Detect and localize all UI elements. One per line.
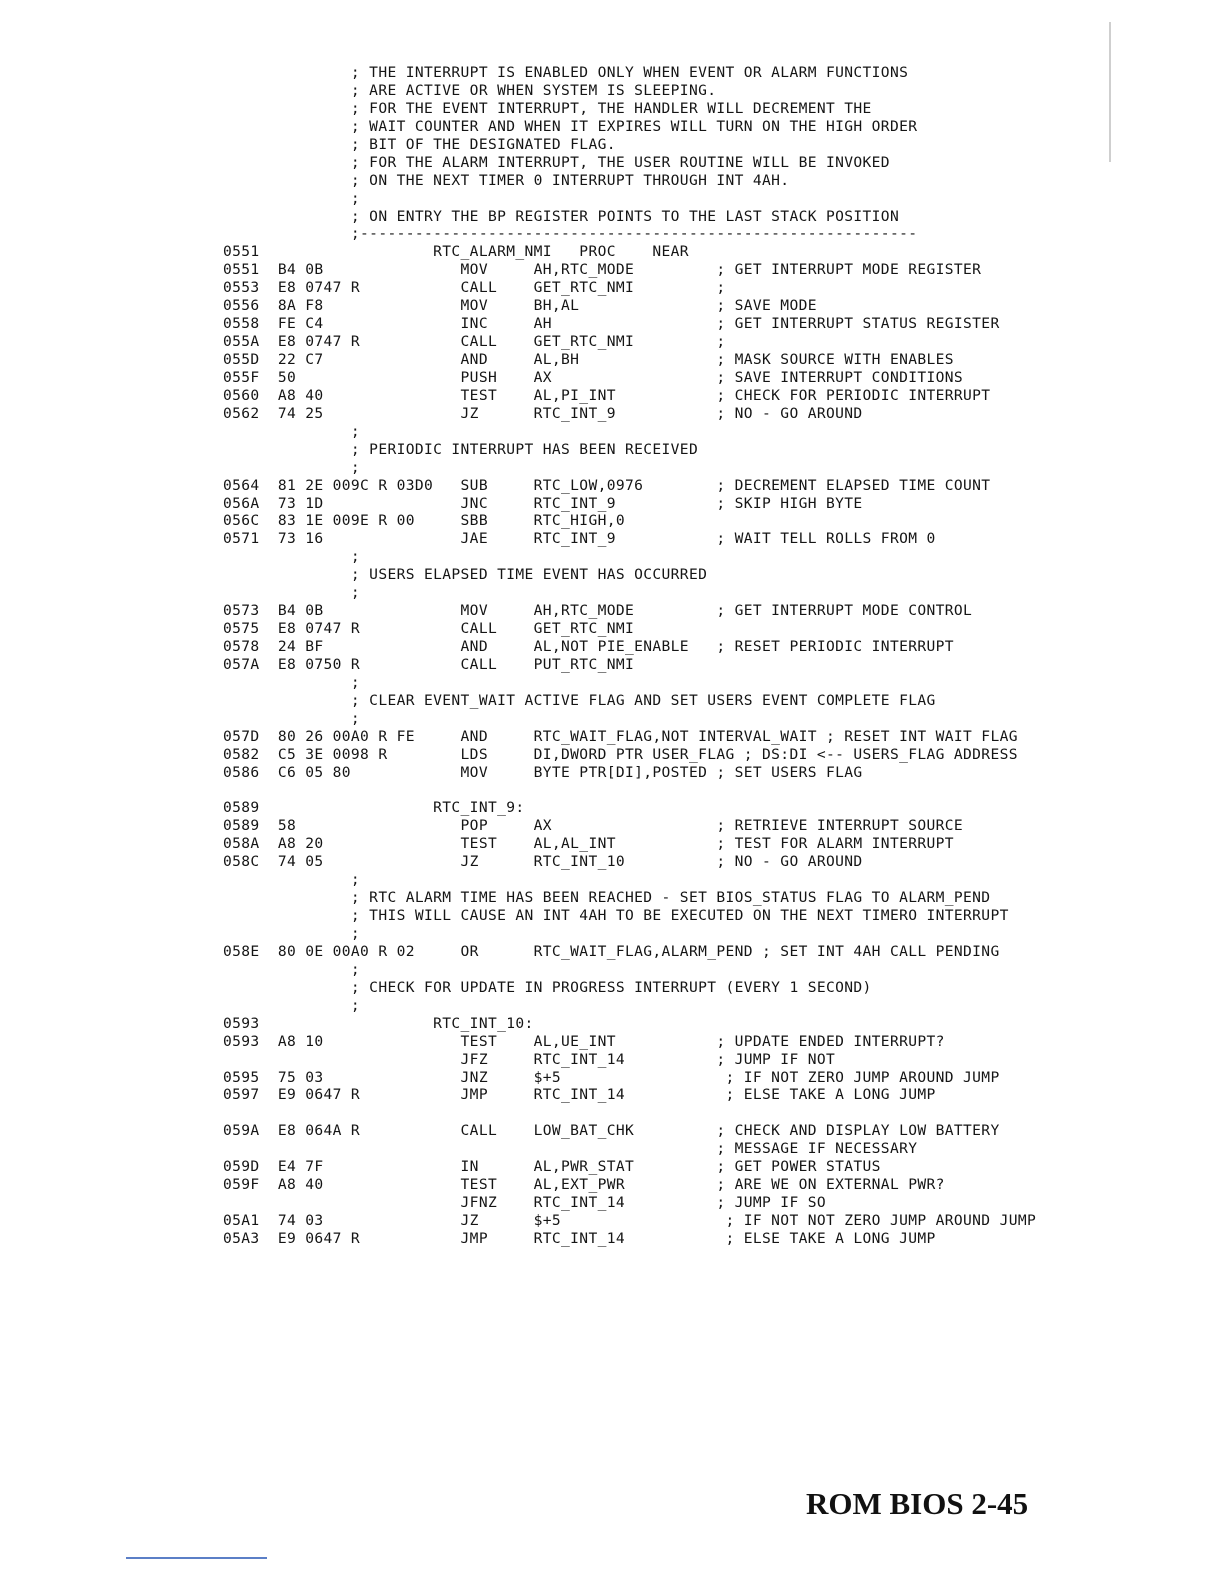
listing-line: ; MESSAGE IF NECESSARY bbox=[223, 1140, 918, 1158]
listing-line: ; CLEAR EVENT_WAIT ACTIVE FLAG AND SET USERS EVENT COMPLETE FLAG bbox=[223, 691, 936, 709]
listing-line: ; bbox=[223, 871, 361, 889]
listing-line: 0560 A8 40 TEST AL,PI_INT ; CHECK FOR PERIODIC INTERRUPT bbox=[223, 386, 991, 404]
listing-line: 0593 RTC_INT_10: bbox=[223, 1014, 534, 1032]
listing-line: 0589 RTC_INT_9: bbox=[223, 799, 525, 817]
listing-line: ; THE INTERRUPT IS ENABLED ONLY WHEN EVENT OR ALARM FUNCTIONS bbox=[223, 64, 909, 81]
listing-line: 0556 8A F8 MOV BH,AL ; SAVE MODE bbox=[223, 297, 817, 315]
listing-line: 0562 74 25 JZ RTC_INT_9 ; NO - GO AROUND bbox=[223, 404, 863, 422]
listing-line: ; bbox=[223, 458, 361, 476]
listing-line: 057D 80 26 00A0 R FE AND RTC_WAIT_FLAG,NOT INTERVAL_WAIT ; RESET INT WAIT FLAG bbox=[223, 727, 1018, 745]
listing-line: 0564 81 2E 009C R 03D0 SUB RTC_LOW,0976 ; DECREMENT ELAPSED TIME COUNT bbox=[223, 476, 991, 494]
listing-line: 0595 75 03 JNZ $+5 ; IF NOT ZERO JUMP AROUND JUMP bbox=[223, 1068, 1000, 1086]
listing-line: 0586 C6 05 80 MOV BYTE PTR[DI],POSTED ; SET USERS FLAG bbox=[223, 763, 863, 781]
listing-line: ;------------------------------------------------------------- bbox=[223, 225, 918, 243]
listing-line: 0553 E8 0747 R CALL GET_RTC_NMI ; bbox=[223, 279, 726, 297]
listing-line: 055F 50 PUSH AX ; SAVE INTERRUPT CONDITIONS bbox=[223, 368, 964, 386]
listing-line: ; USERS ELAPSED TIME EVENT HAS OCCURRED bbox=[223, 566, 708, 584]
listing-line: ; PERIODIC INTERRUPT HAS BEEN RECEIVED bbox=[223, 440, 699, 458]
listing-line: ; bbox=[223, 189, 361, 207]
listing-line: 0575 E8 0747 R CALL GET_RTC_NMI bbox=[223, 620, 635, 638]
listing-line: 058C 74 05 JZ RTC_INT_10 ; NO - GO AROUND bbox=[223, 853, 863, 871]
page-footer-label: ROM BIOS 2-45 bbox=[806, 1486, 1029, 1521]
listing-line bbox=[223, 782, 1053, 800]
listing-line: 055A E8 0747 R CALL GET_RTC_NMI ; bbox=[223, 333, 726, 351]
listing-line: ; ON THE NEXT TIMER 0 INTERRUPT THROUGH INT 4AH. bbox=[223, 171, 790, 189]
listing-line: 0573 B4 0B MOV AH,RTC_MODE ; GET INTERRUPT MODE CONTROL bbox=[223, 602, 973, 620]
listing-line: ; BIT OF THE DESIGNATED FLAG. bbox=[223, 135, 616, 153]
listing-line: ; bbox=[223, 673, 361, 691]
listing-line: 058A A8 20 TEST AL,AL_INT ; TEST FOR ALARM INTERRUPT bbox=[223, 835, 954, 853]
scan-edge-mark bbox=[1109, 22, 1111, 162]
listing-line: ; RTC ALARM TIME HAS BEEN REACHED - SET BIOS_STATUS FLAG TO ALARM_PEND bbox=[223, 889, 991, 907]
listing-line: 055D 22 C7 AND AL,BH ; MASK SOURCE WITH ENABLES bbox=[223, 351, 954, 368]
listing-line: 0571 73 16 JAE RTC_INT_9 ; WAIT TELL ROLLS FROM 0 bbox=[223, 530, 936, 548]
bottom-rule bbox=[126, 1557, 267, 1559]
listing-line: ; bbox=[223, 925, 361, 942]
listing-line: ; THIS WILL CAUSE AN INT 4AH TO BE EXECUTED ON THE NEXT TIMERO INTERRUPT bbox=[223, 907, 1009, 925]
listing-line: ; bbox=[223, 709, 361, 727]
listing-line: 0551 B4 0B MOV AH,RTC_MODE ; GET INTERRUPT MODE REGISTER bbox=[223, 261, 982, 279]
listing-line: 0582 C5 3E 0098 R LDS DI,DWORD PTR USER_FLAG ; DS:DI <-- USERS_FLAG ADDRESS bbox=[223, 745, 1018, 763]
listing-line: 056C 83 1E 009E R 00 SBB RTC_HIGH,0 bbox=[223, 512, 625, 530]
listing-line: ; bbox=[223, 548, 361, 566]
listing-line: ; ARE ACTIVE OR WHEN SYSTEM IS SLEEPING. bbox=[223, 81, 717, 99]
listing-line: 058E 80 0E 00A0 R 02 OR RTC_WAIT_FLAG,ALARM_PEND ; SET INT 4AH CALL PENDING bbox=[223, 942, 1000, 960]
listing-line: JFNZ RTC_INT_14 ; JUMP IF SO bbox=[223, 1194, 826, 1212]
listing-line: ; ON ENTRY THE BP REGISTER POINTS TO THE LAST STACK POSITION bbox=[223, 207, 900, 225]
listing-line bbox=[223, 1104, 1053, 1122]
listing-line: ; bbox=[223, 996, 361, 1014]
listing-line: ; bbox=[223, 960, 361, 978]
listing-line: JFZ RTC_INT_14 ; JUMP IF NOT bbox=[223, 1050, 836, 1068]
listing-line: 0578 24 BF AND AL,NOT PIE_ENABLE ; RESET PERIODIC INTERRUPT bbox=[223, 638, 954, 655]
listing-line: ; CHECK FOR UPDATE IN PROGRESS INTERRUPT (EVERY 1 SECOND) bbox=[223, 978, 872, 996]
listing-line: ; FOR THE EVENT INTERRUPT, THE HANDLER WILL DECREMENT THE bbox=[223, 99, 872, 117]
listing-line: ; bbox=[223, 584, 361, 602]
listing-line: ; FOR THE ALARM INTERRUPT, THE USER ROUTINE WILL BE INVOKED bbox=[223, 153, 890, 171]
listing-line: 059D E4 7F IN AL,PWR_STAT ; GET POWER STATUS bbox=[223, 1158, 881, 1176]
assembly-listing bbox=[223, 64, 1053, 1248]
listing-line: 059F A8 40 TEST AL,EXT_PWR ; ARE WE ON EXTERNAL PWR? bbox=[223, 1176, 945, 1194]
listing-line: 059A E8 064A R CALL LOW_BAT_CHK ; CHECK AND DISPLAY LOW BATTERY bbox=[223, 1122, 1000, 1140]
listing-line: 0589 58 POP AX ; RETRIEVE INTERRUPT SOURCE bbox=[223, 817, 964, 835]
listing-line: 05A1 74 03 JZ $+5 ; IF NOT NOT ZERO JUMP AROUND JUMP bbox=[223, 1212, 1037, 1229]
listing-line: 0597 E9 0647 R JMP RTC_INT_14 ; ELSE TAKE A LONG JUMP bbox=[223, 1086, 936, 1104]
listing-line: 057A E8 0750 R CALL PUT_RTC_NMI bbox=[223, 655, 635, 673]
listing-line: 0593 A8 10 TEST AL,UE_INT ; UPDATE ENDED INTERRUPT? bbox=[223, 1032, 945, 1050]
listing-line: 0558 FE C4 INC AH ; GET INTERRUPT STATUS REGISTER bbox=[223, 315, 1000, 333]
listing-line: 056A 73 1D JNC RTC_INT_9 ; SKIP HIGH BYTE bbox=[223, 494, 863, 512]
listing-line: 05A3 E9 0647 R JMP RTC_INT_14 ; ELSE TAKE A LONG JUMP bbox=[223, 1229, 936, 1247]
listing-line: ; WAIT COUNTER AND WHEN IT EXPIRES WILL TURN ON THE HIGH ORDER bbox=[223, 117, 918, 135]
listing-line: 0551 RTC_ALARM_NMI PROC NEAR bbox=[223, 243, 689, 261]
listing-line: ; bbox=[223, 422, 361, 440]
